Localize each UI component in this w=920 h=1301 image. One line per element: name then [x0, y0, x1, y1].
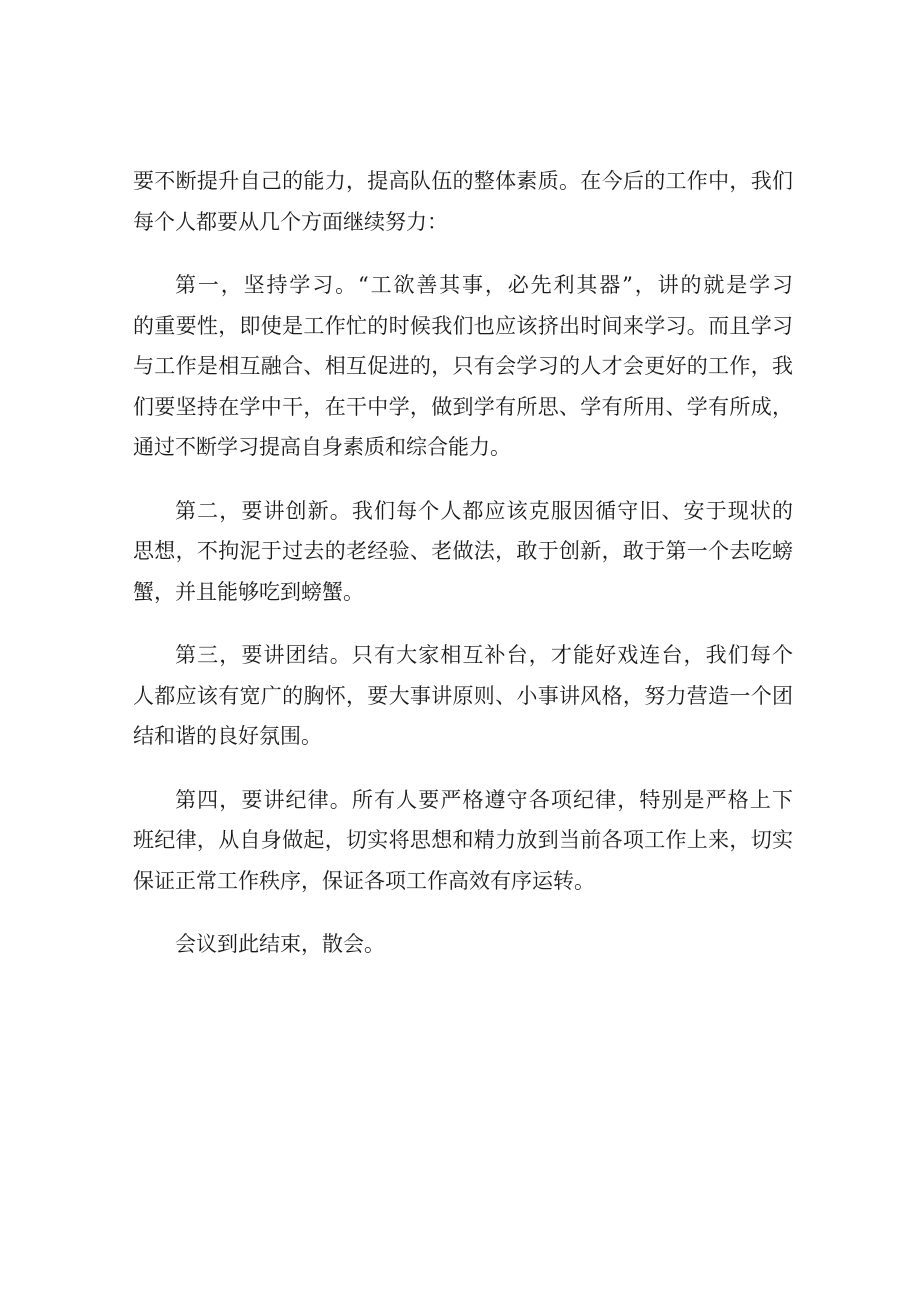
- paragraph-second-point: [133, 491, 793, 613]
- paragraph-first-point: [133, 265, 793, 468]
- text-line: 班纪律，从自身做起，切实将思想和精力放到当前各项工作上来，切实: [133, 828, 793, 852]
- text-line: 会议到此结束，散会。: [175, 932, 385, 956]
- text-line: 蟹，并且能够吃到螃蟹。: [133, 579, 364, 604]
- text-line: 与工作是相互融合、相互促进的，只有会学习的人才会更好的工作，我: [133, 354, 793, 378]
- text-line: 们要坚持在学中干，在干中学，做到学有所思、学有所用、学有所成，: [133, 394, 793, 419]
- text-line: 第一，坚持学习。“工欲善其事，必先利其器”，讲的就是学习: [175, 273, 793, 297]
- text-line: 通过不断学习提高自身素质和综合能力。: [133, 435, 511, 459]
- text-line: 要不断提升自己的能力，提高队伍的整体素质。在今后的工作中，我们: [133, 169, 793, 193]
- text-line: 第三，要讲团结。只有大家相互补台，才能好戏连台，我们每个: [175, 643, 793, 667]
- text-line: 人都应该有宽广的胸怀，要大事讲原则、小事讲风格，努力营造一个团: [133, 683, 793, 708]
- paragraph-fourth-point: [133, 780, 793, 902]
- text-line: 的重要性，即使是工作忙的时候我们也应该挤出时间来学习。而且学习: [133, 313, 793, 338]
- paragraph-third-point: [133, 635, 793, 757]
- document-body: [133, 161, 793, 988]
- text-line: 保证正常工作秩序，保证各项工作高效有序运转。: [133, 868, 595, 893]
- paragraph-closing: [133, 924, 793, 965]
- text-line: 每个人都要从几个方面继续努力：: [133, 209, 448, 234]
- paragraph-intro: [133, 161, 793, 242]
- text-line: 第二，要讲创新。我们每个人都应该克服因循守旧、安于现状的: [175, 498, 793, 523]
- text-line: 思想，不拘泥于过去的老经验、老做法，敢于创新，敢于第一个去吃螃: [133, 539, 793, 563]
- text-line: 结和谐的良好氛围。: [133, 724, 322, 748]
- text-line: 第四，要讲纪律。所有人要严格遵守各项纪律，特别是严格上下: [175, 787, 793, 812]
